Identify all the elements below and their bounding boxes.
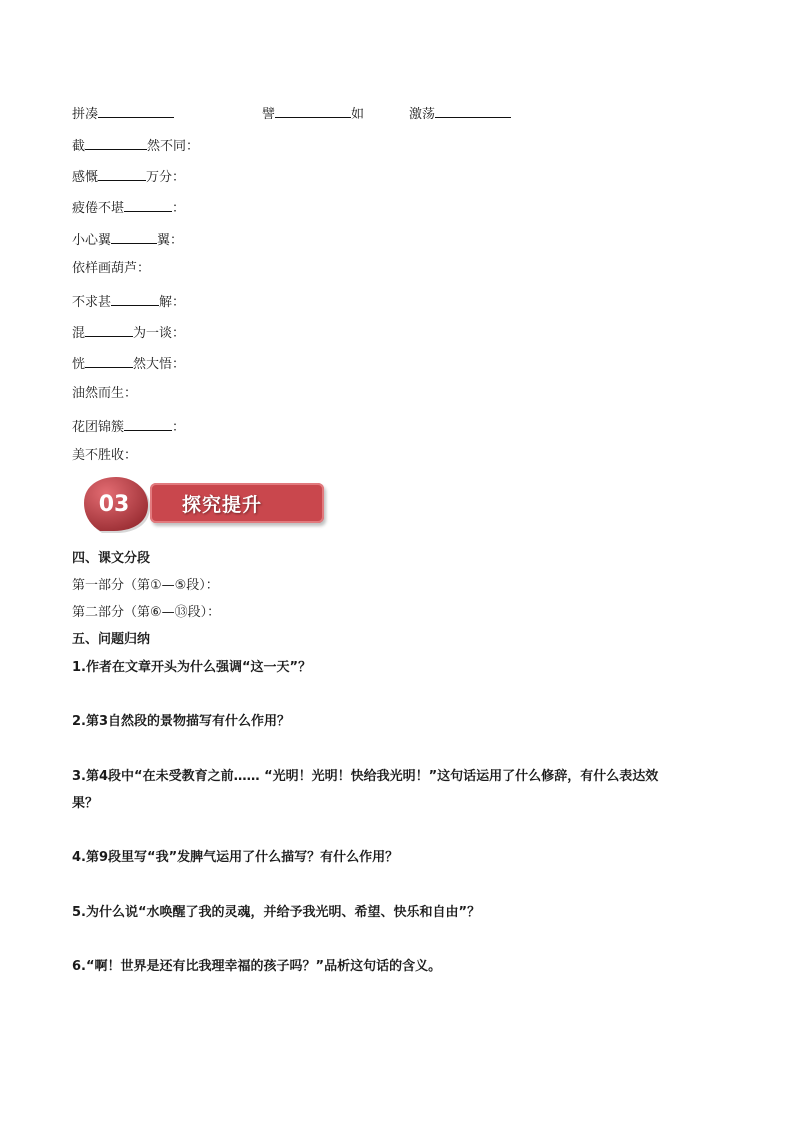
vocab-text: 激荡: [409, 107, 436, 122]
question-continued: 果？: [72, 796, 99, 811]
vocab-text: ：: [172, 420, 186, 435]
fill-blank[interactable]: [85, 322, 133, 337]
section-number-badge: [76, 473, 156, 533]
vocab-row-1: [72, 103, 552, 121]
vocab-line: [72, 260, 150, 278]
fill-blank[interactable]: [124, 416, 172, 431]
fill-blank[interactable]: [435, 103, 511, 118]
part4-heading: 四、课文分段: [72, 551, 151, 566]
vocab-text: 花团锦簇: [72, 420, 125, 435]
vocab-item: [72, 103, 174, 124]
vocab-text: 拼凑: [72, 107, 99, 122]
vocab-line: [72, 447, 137, 465]
question: 4.第9段里写“我”发脾气运用了什么描写？有什么作用？: [72, 850, 399, 865]
vocab-item: [262, 103, 364, 124]
fill-blank[interactable]: [111, 291, 159, 306]
question: 2.第3自然段的景物描写有什么作用？: [72, 714, 291, 729]
vocab-line: [72, 322, 185, 343]
fill-blank[interactable]: [98, 166, 146, 181]
vocab-text: 如: [351, 107, 365, 122]
vocab-text: 小心翼: [72, 233, 112, 248]
fill-blank[interactable]: [85, 135, 147, 150]
part4-item: 第二部分（第⑥—⑬段）：: [72, 605, 221, 620]
fill-blank[interactable]: [98, 103, 174, 118]
vocab-line: [72, 416, 185, 437]
vocab-text: 然不同：: [147, 139, 200, 154]
question: 1.作者在文章开头为什么强调“这一天”？: [72, 660, 312, 675]
part5-heading: 五、问题归纳: [72, 632, 151, 647]
question: 6.“啊！世界是还有比我理幸福的孩子吗？”品析这句话的含义。: [72, 959, 442, 974]
vocab-text: 为一谈：: [133, 326, 186, 341]
vocab-line: [72, 291, 185, 312]
vocab-text: 油然而生：: [72, 386, 138, 401]
vocab-line: [72, 229, 183, 250]
vocab-text: 混: [72, 326, 86, 341]
vocab-item: [409, 103, 511, 124]
section-title: 探究提升: [181, 493, 262, 516]
fill-blank[interactable]: [85, 353, 133, 368]
vocab-text: 万分：: [146, 170, 186, 185]
vocab-line: [72, 166, 185, 187]
section-title-banner: [150, 483, 324, 523]
vocab-line: [72, 353, 185, 374]
vocab-line: [72, 135, 199, 156]
vocab-text: 美不胜收：: [72, 448, 138, 463]
vocab-text: ：: [172, 201, 186, 216]
vocab-text: 截: [72, 139, 86, 154]
vocab-text: 感慨: [72, 170, 99, 185]
fill-blank[interactable]: [111, 229, 157, 244]
fill-blank[interactable]: [124, 197, 172, 212]
vocab-text: 然大悟：: [133, 357, 186, 372]
question: 5.为什么说“水唤醒了我的灵魂，并给予我光明、希望、快乐和自由”？: [72, 905, 481, 920]
question: 3.第4段中“在未受教育之前…… “光明！光明！快给我光明！”这句话运用了什么修辞，有什么表达效: [72, 769, 659, 784]
vocab-text: 翼：: [157, 233, 184, 248]
vocab-line: [72, 385, 137, 403]
badge-number: 03: [98, 492, 130, 517]
vocab-line: [72, 197, 185, 218]
vocab-text: 不求甚: [72, 295, 112, 310]
fill-blank[interactable]: [275, 103, 351, 118]
vocab-text: 恍: [72, 357, 86, 372]
vocab-text: 依样画葫芦：: [72, 261, 151, 276]
vocab-text: 譬: [262, 107, 276, 122]
vocab-text: 解：: [159, 295, 186, 310]
vocab-text: 疲倦不堪: [72, 201, 125, 216]
part4-item: 第一部分（第①—⑤段）：: [72, 578, 219, 593]
